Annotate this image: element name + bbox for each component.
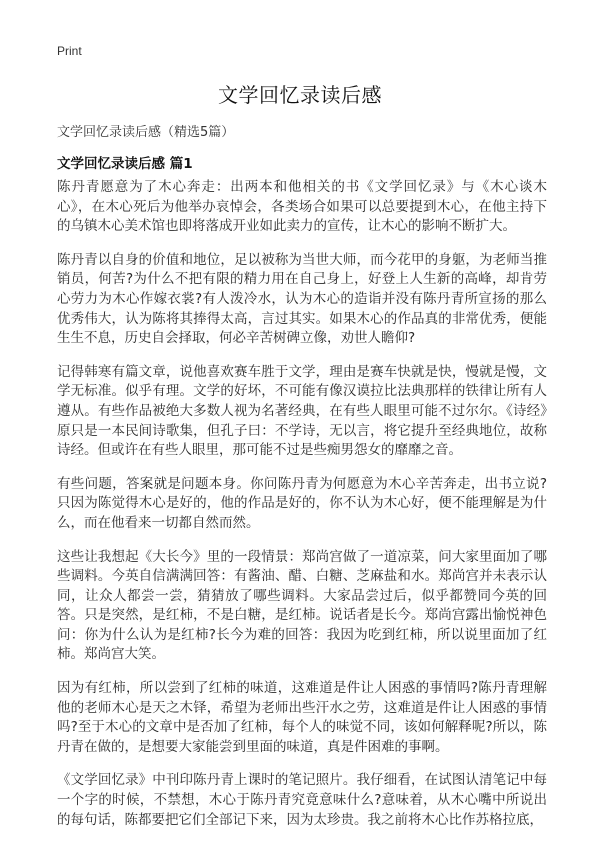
paragraph: 这些让我想起《大长今》里的一段情景：郑尚宫做了一道凉菜，问大家里面加了哪些调料。今英自信满满回答：有酱油、醋、白糖、芝麻盐和水。郑尚宫并未表示认同，让众人都尝一尝，猜猜放了哪些调料。大家品尝过后，似乎都赞同今英的回答。只是突然，是红柿，不是白糖，是红柿。说话者是长今。郑尚宫露出愉悦神色问：你为什么认为是红柿?长今为难的回答：我因为吃到红柿，所以说里面加了红柿。郑尚宫大笑。 <box>57 548 547 663</box>
print-label: Print <box>57 44 82 58</box>
paragraph: 记得韩寒有篇文章，说他喜欢赛车胜于文学，理由是赛车快就是快，慢就是慢，文学无标准。似乎有理。文学的好坏，不可能有像汉谟拉比法典那样的铁律让所有人遵从。有些作品被绝大多数人视为名著经典，在有些人眼里可能不过尔尔。《诗经》原只是一本民间诗歌集，但孔子曰：不学诗，无以言，将它提升至经典地位，故称诗经。但或许在有些人眼里，那可能不过是些痴男怨女的靡靡之音。 <box>57 363 547 459</box>
article-body <box>57 178 547 844</box>
document-title: 文学回忆录读后感 <box>218 83 382 107</box>
section-heading: 文学回忆录读后感 篇1 <box>57 156 193 172</box>
document-subtitle: 文学回忆录读后感（精选5篇） <box>57 125 235 140</box>
paragraph: 《文学回忆录》中刊印陈丹青上课时的笔记照片。我仔细看，在试图认清笔记中每一个字的时候，不禁想，木心于陈丹青究竟意味什么?意味着，从木心嘴中所说出的每句话，陈都要把它们全部记下来，因为太珍贵。我之前将木心比作苏格拉底， <box>57 772 547 828</box>
paragraph: 陈丹青愿意为了木心奔走：出两本和他相关的书《文学回忆录》与《木心谈木心》，在木心死后为他举办哀悼会，各类场合如果可以总要提到木心，在他主持下的乌镇木心美术馆也即将落成开业如此卖力的宣传，让木心的影响不断扩大。 <box>57 179 547 235</box>
paragraph: 有些问题，答案就是问题本身。你问陈丹青为何愿意为木心辛苦奔走，出书立说?只因为陈觉得木心是好的，他的作品是好的，你不认为木心好，便不能理解是为什么，而在他看来一切都自然而然。 <box>57 475 547 531</box>
paragraph: 陈丹青以自身的价值和地位，足以被称为当世大师，而今花甲的身躯，为老师当推销员，何苦?为什么不把有限的精力用在自己身上，好登上人生新的高峰，却肯劳心劳力为木心作嫁衣裳?有人泼冷水，认为木心的造诣并没有陈丹青所宣扬的那么优秀伟大，认为陈将其捧得太高，言过其实。如果木心的作品真的非常优秀，便能生生不息，历史自会择取，何必辛苦树碑立像，劝世人瞻仰? <box>57 251 547 347</box>
paragraph: 因为有红柿，所以尝到了红柿的味道，这难道是件让人困惑的事情吗?陈丹青理解他的老师木心是天之木铎，希望为老师出些汗水之劳，这难道是件让人困惑的事情吗?至于木心的文章中是否加了红柿，每个人的味觉不同，该如何解释呢?所以，陈丹青在做的，是想要大家能尝到里面的味道，真是件困难的事啊。 <box>57 680 547 755</box>
